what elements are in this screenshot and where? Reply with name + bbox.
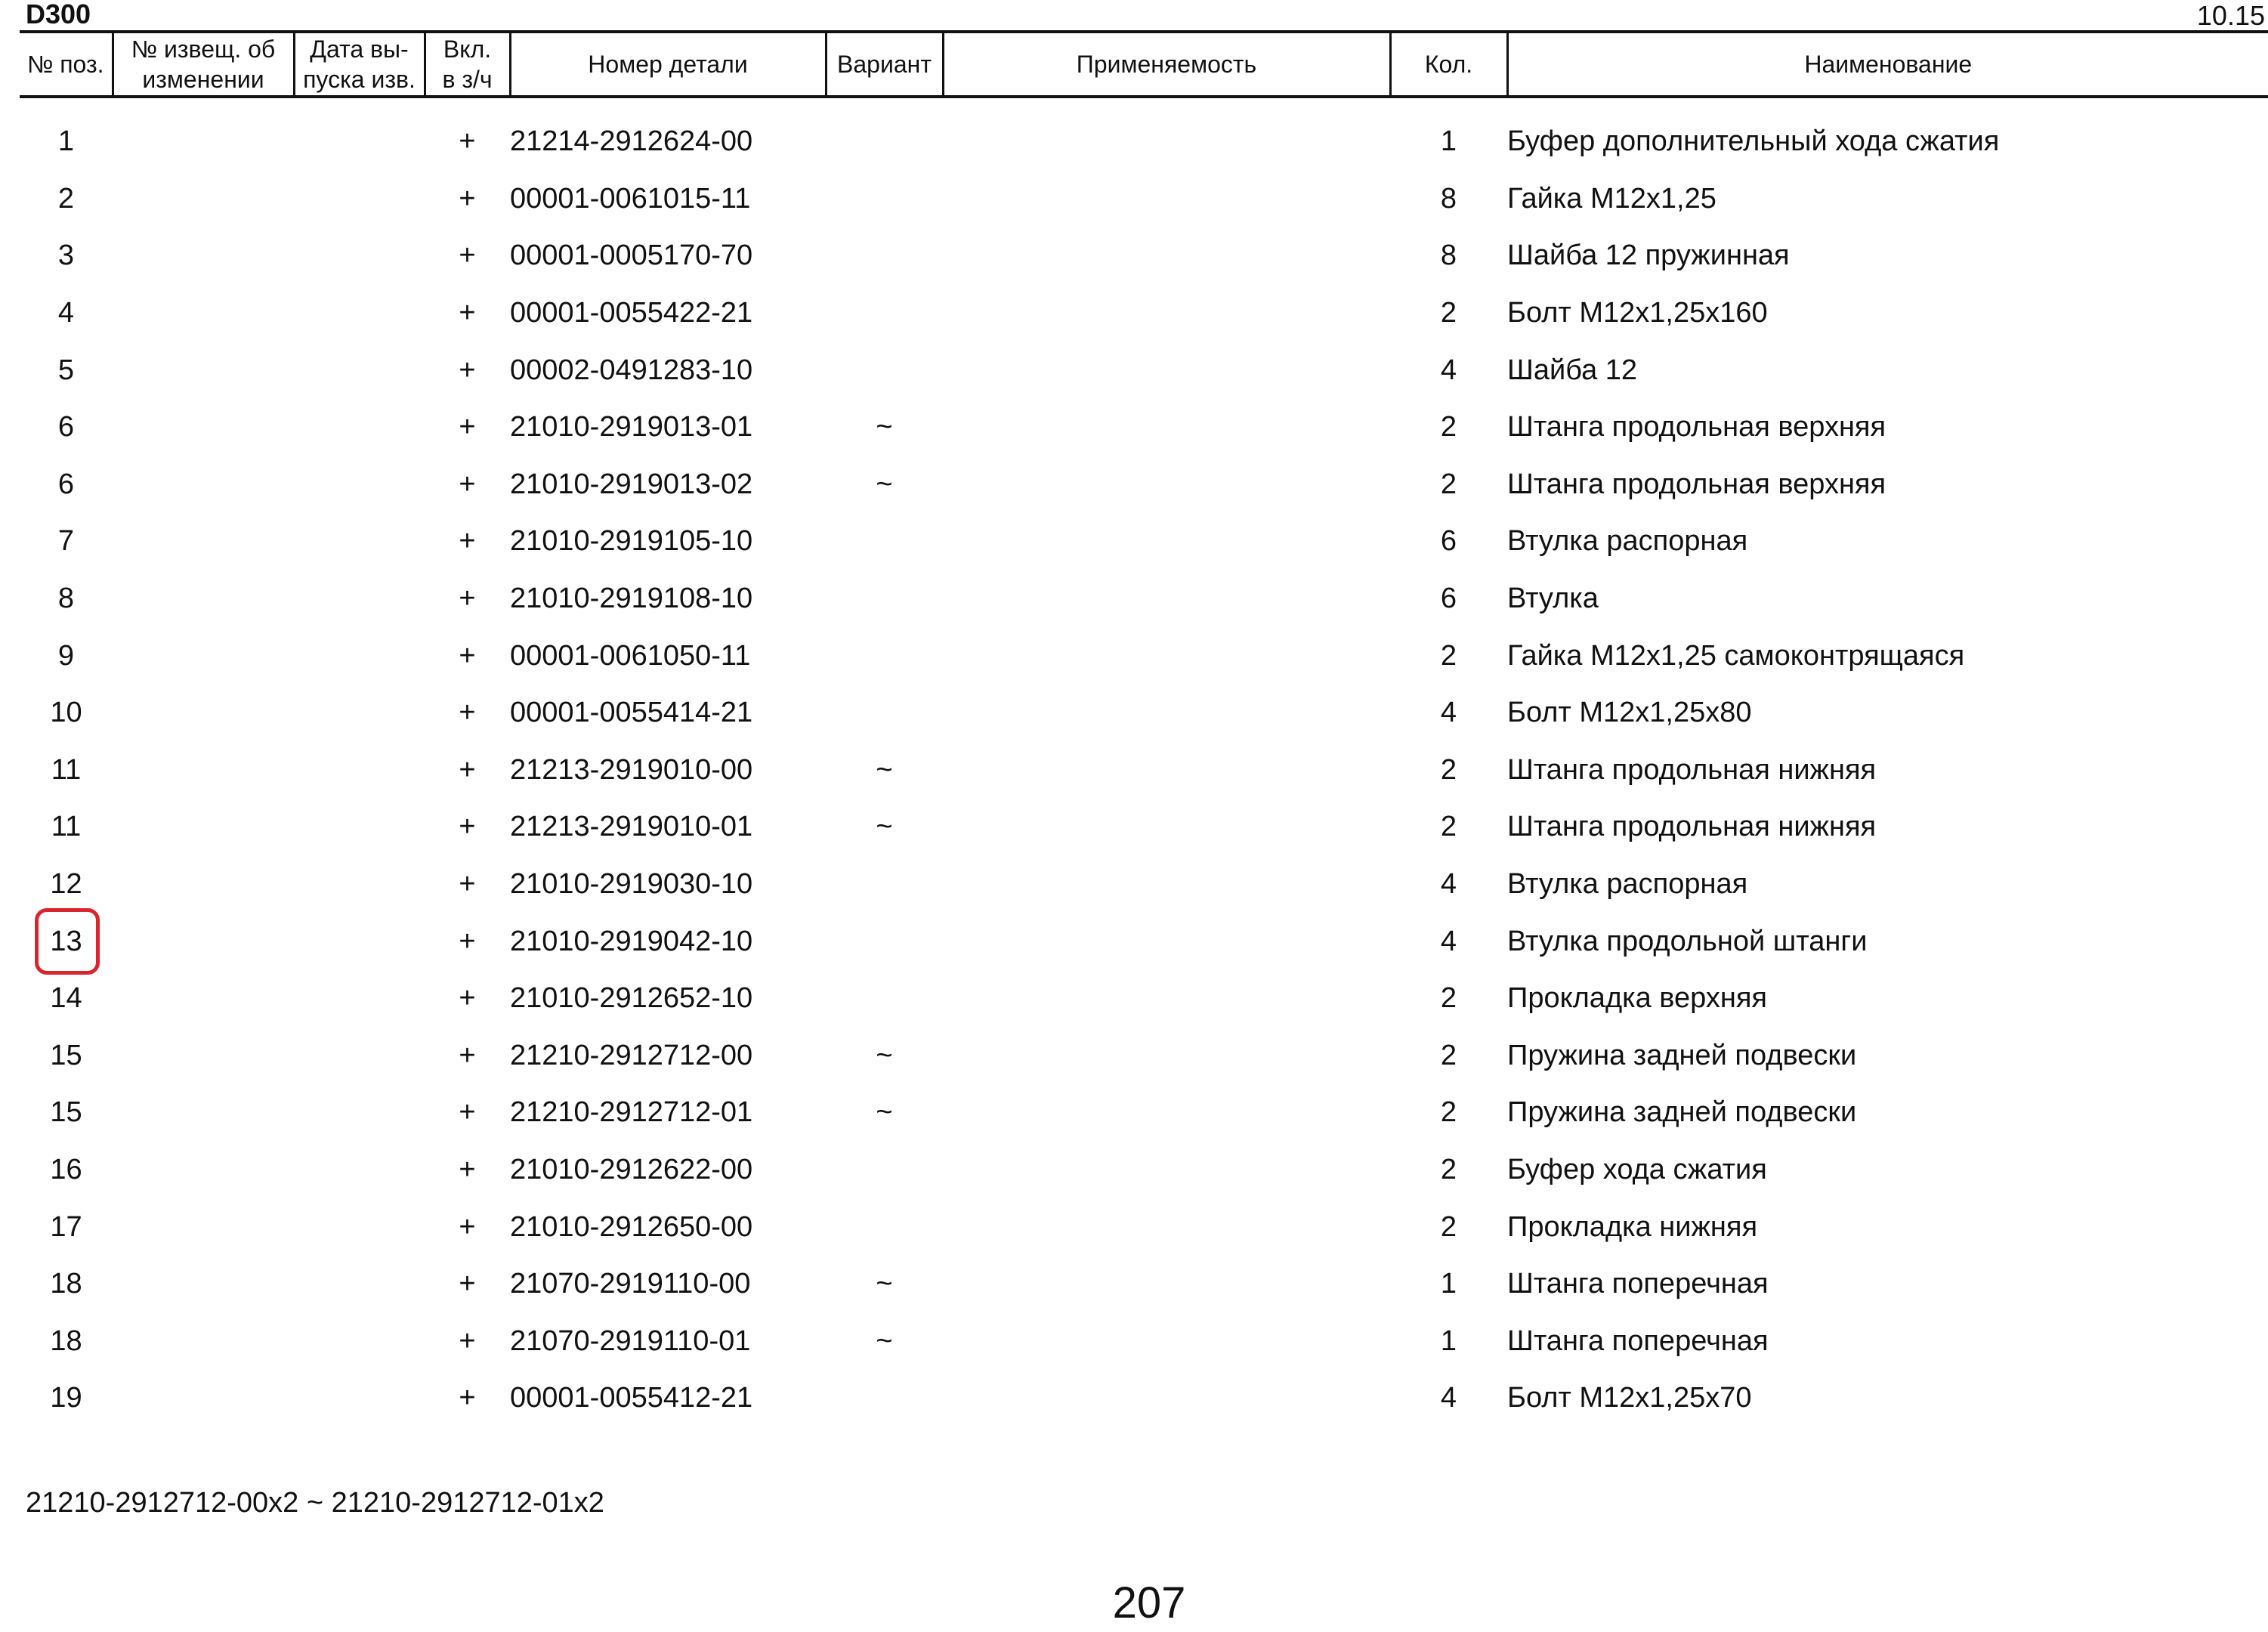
cell-notice [113,171,294,228]
cell-part-number: 21213-2919010-00 [510,753,753,786]
cell-name: Болт М12х1,25х70 [1507,1382,1752,1414]
table-row [20,456,2268,514]
cell-part-number: 21210-2912712-00 [510,1039,753,1071]
cell-position: 18 [50,1268,82,1300]
cell-variant [826,570,943,628]
cell-quantity: 2 [1440,1210,1457,1243]
cell-part-number: 00002-0491283-10 [510,354,753,386]
cell-position: 12 [50,868,82,901]
cell-name: Втулка [1507,583,1599,615]
cell-notice [113,627,294,685]
column-header-date-line1: Дата вы- [310,36,409,63]
table-row [20,970,2268,1028]
cell-date [294,570,425,628]
cell-name: Втулка распорная [1507,525,1748,558]
cell-position: 6 [57,468,75,500]
cell-name: Штанга поперечная [1507,1324,1769,1357]
cell-date [294,970,425,1028]
cell-position: 4 [57,297,75,329]
column-header-incl-line1: Вкл. [443,36,492,63]
cell-position: 2 [57,182,75,215]
column-header-pos: № поз. [20,32,113,97]
table-row [20,1084,2268,1142]
cell-date [294,1256,425,1313]
cell-notice [113,1312,294,1370]
cell-date [294,97,425,171]
cell-included: + [459,1039,476,1071]
cell-variant [826,1142,943,1199]
cell-variant: ~ [876,1324,893,1357]
cell-name: Штанга поперечная [1507,1268,1769,1300]
cell-applicability [943,799,1390,856]
cell-part-number: 21010-2919108-10 [510,583,753,615]
cell-position: 1 [57,125,75,158]
cell-notice [113,685,294,742]
cell-quantity: 2 [1440,1096,1457,1129]
cell-notice [113,97,294,171]
cell-notice [113,1256,294,1313]
cell-date [294,627,425,685]
cell-included: + [459,982,476,1015]
cell-part-number: 21010-2919105-10 [510,525,753,558]
cell-notice [113,342,294,399]
cell-notice [113,399,294,456]
cell-part-number: 00001-0055412-21 [510,1382,753,1414]
document-version: 10.15 [2196,0,2265,31]
cell-variant [826,856,943,913]
table-row [20,627,2268,685]
cell-position: 8 [57,583,75,615]
cell-variant [826,1198,943,1256]
cell-part-number: 00001-0055422-21 [510,297,753,329]
cell-quantity: 8 [1440,240,1457,272]
cell-applicability [943,856,1390,913]
cell-part-number: 00001-0061015-11 [510,182,751,215]
table-row [20,1312,2268,1370]
cell-part-number: 21070-2919110-00 [510,1268,751,1300]
cell-included: + [459,1382,476,1414]
cell-name: Шайба 12 пружинная [1507,240,1790,272]
cell-applicability [943,1312,1390,1370]
column-header-notice-line2: изменении [142,66,264,93]
cell-applicability [943,1084,1390,1142]
cell-included: + [459,639,476,672]
cell-position: 3 [57,240,75,272]
cell-position: 7 [57,525,75,558]
table-row [20,1198,2268,1256]
cell-applicability [943,1198,1390,1256]
cell-included: + [459,1096,476,1129]
cell-variant: ~ [876,753,893,786]
table-row [20,171,2268,228]
cell-applicability [943,285,1390,342]
cell-notice [113,1142,294,1199]
cell-notice [113,970,294,1028]
cell-quantity: 4 [1440,868,1457,901]
column-header-name: Наименование [1507,32,2268,97]
cell-position: 5 [57,354,75,386]
column-header-notice [113,32,294,97]
cell-part-number: 21214-2912624-00 [510,125,753,158]
cell-variant [826,970,943,1028]
cell-applicability [943,342,1390,399]
cell-quantity: 2 [1440,468,1457,500]
cell-date [294,799,425,856]
table-row [20,399,2268,456]
cell-notice [113,1370,294,1427]
column-header-incl-line2: в з/ч [442,66,493,93]
cell-quantity: 4 [1440,925,1457,957]
cell-position: 16 [50,1153,82,1185]
cell-part-number: 00001-0055414-21 [510,697,753,729]
cell-variant [826,513,943,570]
cell-included: + [459,1153,476,1185]
cell-date [294,1198,425,1256]
cell-notice [113,856,294,913]
cell-applicability [943,685,1390,742]
table-row [20,513,2268,570]
cell-included: + [459,811,476,843]
cell-variant [826,227,943,285]
cell-part-number: 21213-2919010-01 [510,811,753,843]
cell-part-number: 21070-2919110-01 [510,1324,751,1357]
cell-quantity: 1 [1440,1268,1457,1300]
table-row [20,685,2268,742]
cell-date [294,1028,425,1085]
cell-date [294,456,425,514]
cell-position: 10 [50,697,82,729]
table-header-row [20,32,2268,97]
cell-name: Пружина задней подвески [1507,1039,1857,1071]
cell-part-number: 21010-2919042-10 [510,925,753,957]
cell-included: + [459,240,476,272]
cell-included: + [459,297,476,329]
cell-variant [826,171,943,228]
cell-part-number: 21010-2912622-00 [510,1153,753,1185]
cell-quantity: 4 [1440,1382,1457,1414]
cell-variant: ~ [876,468,893,500]
cell-applicability [943,570,1390,628]
cell-quantity: 2 [1440,982,1457,1015]
cell-included: + [459,1324,476,1357]
cell-applicability [943,627,1390,685]
cell-date [294,685,425,742]
cell-included: + [459,354,476,386]
cell-date [294,399,425,456]
cell-notice [113,1028,294,1085]
cell-date [294,171,425,228]
cell-date [294,342,425,399]
cell-notice [113,285,294,342]
table-row [20,799,2268,856]
table-row [20,570,2268,628]
cell-included: + [459,468,476,500]
cell-variant: ~ [876,1268,893,1300]
table-row [20,97,2268,171]
column-header-part-number: Номер детали [510,32,826,97]
column-header-incl [425,32,510,97]
cell-quantity: 8 [1440,182,1457,215]
cell-quantity: 1 [1440,1324,1457,1357]
cell-variant: ~ [876,1039,893,1071]
cell-applicability [943,1256,1390,1313]
cell-date [294,1142,425,1199]
cell-applicability [943,1142,1390,1199]
cell-name: Втулка распорная [1507,868,1748,901]
cell-name: Болт М12х1,25х160 [1507,297,1768,329]
column-header-date [294,32,425,97]
cell-notice [113,913,294,970]
cell-position: 17 [50,1210,82,1243]
cell-quantity: 4 [1440,697,1457,729]
cell-quantity: 2 [1440,411,1457,444]
cell-name: Гайка М12х1,25 [1507,182,1716,215]
cell-quantity: 6 [1440,583,1457,615]
table-row [20,742,2268,799]
cell-notice [113,1084,294,1142]
cell-applicability [943,970,1390,1028]
cell-quantity: 2 [1440,1153,1457,1185]
cell-quantity: 1 [1440,125,1457,158]
cell-applicability [943,1028,1390,1085]
parts-table-body [20,97,2268,1427]
parts-table [20,30,2268,1427]
cell-notice [113,1198,294,1256]
cell-included: + [459,697,476,729]
cell-included: + [459,583,476,615]
table-row [20,856,2268,913]
cell-quantity: 4 [1440,354,1457,386]
cell-name: Гайка М12х1,25 самоконтрящаяся [1507,639,1965,672]
cell-notice [113,570,294,628]
cell-variant: ~ [876,811,893,843]
column-header-variant: Вариант [826,32,943,97]
cell-included: + [459,925,476,957]
cell-position: 18 [50,1324,82,1357]
cell-notice [113,799,294,856]
cell-part-number: 00001-0061050-11 [510,639,751,672]
cell-applicability [943,513,1390,570]
cell-part-number: 00001-0005170-70 [510,240,753,272]
cell-notice [113,513,294,570]
cell-variant [826,97,943,171]
cell-included: + [459,1210,476,1243]
cell-position: 19 [50,1382,82,1414]
cell-name: Буфер хода сжатия [1507,1153,1767,1185]
column-header-applicability: Применяемость [943,32,1390,97]
cell-position: 13 [20,913,113,970]
cell-position: 9 [57,639,75,672]
cell-date [294,513,425,570]
cell-included: + [459,868,476,901]
cell-name: Штанга продольная верхняя [1507,411,1886,444]
cell-name: Прокладка верхняя [1507,982,1768,1015]
cell-part-number: 21010-2919013-02 [510,468,753,500]
cell-date [294,913,425,970]
cell-name: Штанга продольная нижняя [1507,811,1877,843]
cell-position: 15 [50,1039,82,1071]
cell-applicability [943,913,1390,970]
cell-name: Втулка продольной штанги [1507,925,1868,957]
cell-part-number: 21210-2912712-01 [510,1096,753,1129]
cell-quantity: 2 [1440,639,1457,672]
cell-date [294,285,425,342]
cell-part-number: 21010-2912650-00 [510,1210,753,1243]
cell-part-number: 21010-2919013-01 [510,411,753,444]
cell-quantity: 6 [1440,525,1457,558]
table-row [20,1142,2268,1199]
cell-name: Пружина задней подвески [1507,1096,1857,1129]
table-row [20,227,2268,285]
column-header-notice-line1: № извещ. об [131,36,276,63]
cell-name: Болт М12х1,25х80 [1507,697,1752,729]
cell-variant [826,342,943,399]
cell-position: 14 [50,982,82,1015]
cell-variant [826,1370,943,1427]
highlight-marker [35,908,100,975]
cell-applicability [943,1370,1390,1427]
cell-part-number: 21010-2912652-10 [510,982,753,1015]
cell-applicability [943,171,1390,228]
cell-date [294,1084,425,1142]
cell-applicability [943,456,1390,514]
cell-position: 11 [51,753,82,786]
cell-notice [113,742,294,799]
cell-name: Прокладка нижняя [1507,1210,1758,1243]
cell-quantity: 2 [1440,1039,1457,1071]
cell-date [294,742,425,799]
cell-position: 15 [50,1096,82,1129]
cell-variant [826,913,943,970]
cell-included: + [459,753,476,786]
cell-name: Штанга продольная верхняя [1507,468,1886,500]
cell-part-number: 21010-2919030-10 [510,868,753,901]
cell-applicability [943,742,1390,799]
table-row [20,1370,2268,1427]
cell-date [294,856,425,913]
cell-variant [826,685,943,742]
column-header-date-line2: пуска изв. [303,66,416,93]
cell-name: Шайба 12 [1507,354,1638,386]
cell-variant: ~ [876,1096,893,1129]
cell-applicability [943,227,1390,285]
footnote: 21210-2912712-00х2 ~ 21210-2912712-01х2 [26,1487,604,1519]
cell-date [294,1370,425,1427]
cell-variant: ~ [876,411,893,444]
table-row [20,342,2268,399]
cell-included: + [459,525,476,558]
cell-applicability [943,399,1390,456]
cell-variant [826,285,943,342]
cell-name: Штанга продольная нижняя [1507,753,1877,786]
cell-included: + [459,411,476,444]
table-row [20,913,2268,970]
cell-position: 11 [51,811,82,843]
cell-quantity: 2 [1440,297,1457,329]
cell-notice [113,227,294,285]
cell-included: + [459,1268,476,1300]
cell-variant [826,627,943,685]
cell-name: Буфер дополнительный хода сжатия [1507,125,2000,158]
document-code: D300 [26,0,91,29]
table-row [20,1028,2268,1085]
table-row [20,285,2268,342]
cell-quantity: 2 [1440,753,1457,786]
page-number: 207 [1112,1578,1186,1627]
cell-notice [113,456,294,514]
column-header-qty: Кол. [1390,32,1507,97]
table-row [20,1256,2268,1313]
cell-quantity: 2 [1440,811,1457,843]
cell-included: + [459,182,476,215]
cell-date [294,1312,425,1370]
cell-date [294,227,425,285]
cell-position: 6 [57,411,75,444]
cell-applicability [943,97,1390,171]
cell-included: + [459,125,476,158]
